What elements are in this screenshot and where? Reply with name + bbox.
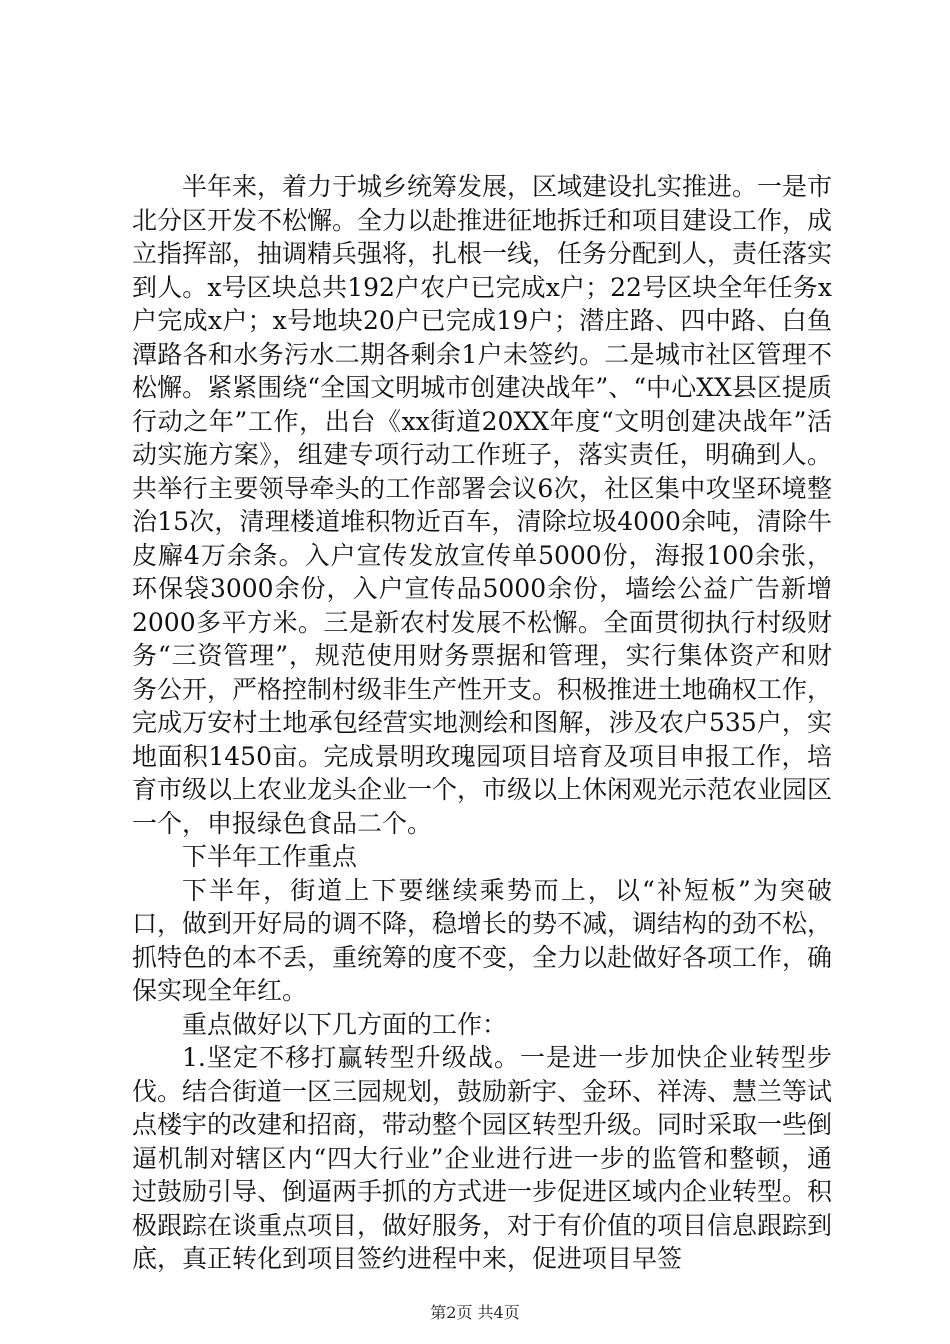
paragraph-second-half-intro: 下半年，街道上下要继续乘势而上，以“补短板”为突破口，做到开好局的调不降，稳增长的势不减，调结构的劲不松，抓特色的本不丢，重统筹的度不变，全力以赴做好各项工作，确保实现全年红。: [132, 875, 833, 1005]
paragraph-first-half-summary: 半年来，着力于城乡统筹发展，区域建设扎实推进。一是市北分区开发不松懈。全力以赴推进征地拆迁和项目建设工作，成立指挥部，抽调精兵强将，扎根一线，任务分配到人，责任落实到人。x号区块总共192户农户已完成x户；22号区块全年任务x户完成x户；x号地块20户已完成19户；潜庄路、四中路、白鱼潭路各和水务污水二期各剩余1户未签约。二是城市社区管理不松懈。紧紧围绕“全国文明城市创建决战年”、“中心XX县区提质行动之年”工作，出台《xx街道20XX年度“文明创建决战年”活动实施方案》，组建专项行动工作班子，落实责任，明确到人。共举行主要领导牵头的工作部署会议6次，社区集中攻坚环境整治15次，清理楼道堆积物近百车，清除垃圾4000余吨，清除牛皮廨4万余条。入户宣传发放宣传单5000份，海报100余张，环保袋3000余份，入户宣传品5000余份，墙绘公益广告新增2000多平方米。三是新农村发展不松懈。全面贯彻执行村级财务“三资管理”，规范使用财务票据和管理，实行集体资产和财务公开，严格控制村级非生产性开支。积极推进土地确权工作，完成万安村土地承包经营实地测绘和图解，涉及农户535户，实地面积1450亩。完成景明玫瑰园项目培育及项目申报工作，培育市级以上农业龙头企业一个，市级以上休闲观光示范农业园区一个，申报绿色食品二个。: [132, 172, 833, 838]
body-text: [132, 170, 832, 1276]
paragraph-key-work-lead: 重点做好以下几方面的工作：: [182, 1009, 508, 1039]
section-heading: 下半年工作重点: [182, 842, 358, 871]
paragraph-item-1: 1.坚定不移打赢转型升级战。一是进一步加快企业转型步伐。结合街道一区三园规划，鼓励新宇、金环、祥涛、慧兰等试点楼宇的改建和招商，带动整个园区转型升级。同时采取一些倒逼机制对辖区内“四大行业”企业进行进一步的监管和整顿，通过鼓励引导、倒逼两手抓的方式进一步促进区域内企业转型。积极跟踪在谈重点项目，做好服务，对于有价值的项目信息跟踪到底，真正转化到项目签约进程中来，促进项目早签: [132, 1043, 833, 1273]
page-footer: 第2页 共4页: [430, 1303, 520, 1322]
